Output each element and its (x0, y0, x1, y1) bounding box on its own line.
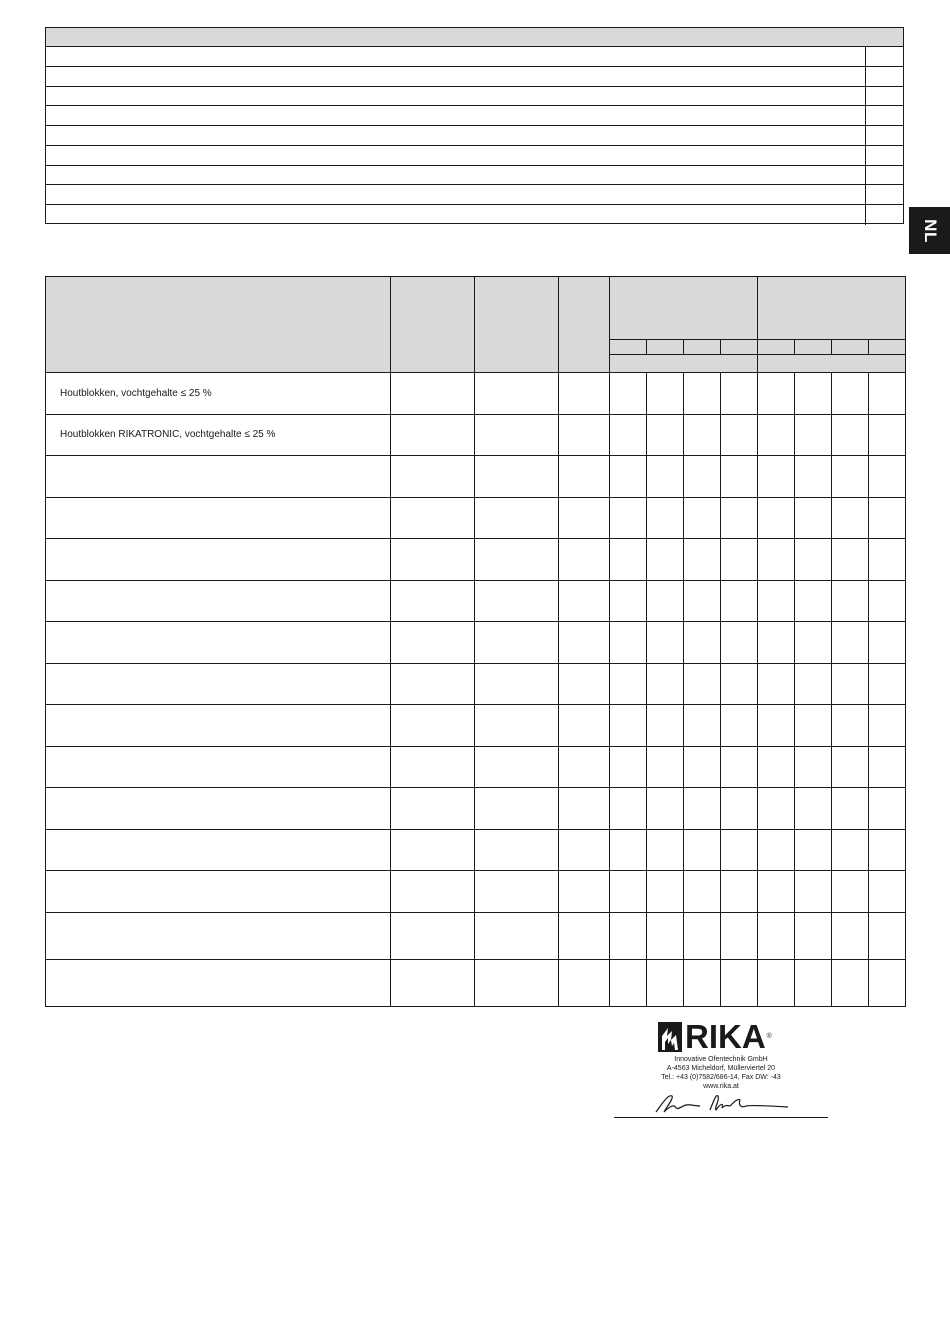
row-label (46, 788, 391, 830)
table-cell (391, 373, 475, 415)
table-cell (475, 663, 559, 705)
table-cell (684, 456, 721, 498)
header-cell (869, 340, 906, 355)
table-cell (684, 497, 721, 539)
table-cell (647, 788, 684, 830)
table-cell (610, 497, 647, 539)
header-cell (758, 355, 906, 373)
table-cell (795, 622, 832, 664)
table-cell (721, 622, 758, 664)
table-cell (391, 497, 475, 539)
table-cell (559, 871, 610, 913)
table-cell (795, 373, 832, 415)
table-cell (866, 146, 903, 165)
table-cell (391, 959, 475, 1006)
table-cell (866, 67, 903, 86)
table-cell (559, 705, 610, 747)
table-cell (475, 622, 559, 664)
table-cell (721, 456, 758, 498)
table-row (46, 871, 906, 913)
table-cell (647, 959, 684, 1006)
table-cell (391, 539, 475, 581)
table-cell (758, 705, 795, 747)
table-cell (46, 166, 866, 185)
table-row (46, 456, 906, 498)
company-stamp (614, 1020, 828, 1120)
company-name: Innovative Ofentechnik GmbH (674, 1056, 768, 1063)
table-cell (758, 456, 795, 498)
brand-name: RIKA® (685, 1018, 772, 1055)
header-cell (795, 340, 832, 355)
header-cell (46, 277, 391, 373)
table-cell (721, 497, 758, 539)
table-cell (647, 580, 684, 622)
table-cell (610, 912, 647, 959)
table-cell (559, 539, 610, 581)
table-cell (795, 539, 832, 581)
table-row (46, 146, 903, 166)
table-cell (866, 205, 903, 225)
table-cell (647, 414, 684, 456)
table-cell (758, 497, 795, 539)
table-row (46, 497, 906, 539)
table-cell (46, 67, 866, 86)
table-cell (795, 705, 832, 747)
table-cell (795, 663, 832, 705)
table-row (46, 373, 906, 415)
header-cell (832, 340, 869, 355)
table-cell (684, 829, 721, 871)
company-street: A-4563 Micheldorf, Müllerviertel 20 (666, 1065, 776, 1072)
table-cell (475, 871, 559, 913)
table-cell (866, 106, 903, 125)
table-cell (610, 622, 647, 664)
table-row (46, 47, 903, 67)
signature-image (652, 1090, 792, 1118)
table-row (46, 185, 903, 205)
table-cell (721, 705, 758, 747)
table-cell (391, 456, 475, 498)
row-label (46, 912, 391, 959)
table-row (46, 87, 903, 107)
table-cell (475, 746, 559, 788)
table-cell (475, 580, 559, 622)
header-group-cell (758, 277, 906, 340)
company-phone: Tel.: +43 (0)7582/686-14, Fax DW: -43 (661, 1074, 781, 1081)
table-cell (758, 663, 795, 705)
table-cell (684, 788, 721, 830)
top-table-header (46, 28, 903, 47)
table-cell (559, 746, 610, 788)
table-cell (832, 622, 869, 664)
table-cell (475, 414, 559, 456)
table-cell (869, 663, 906, 705)
table-cell (832, 705, 869, 747)
table-header-row (46, 277, 906, 340)
table-cell (391, 622, 475, 664)
table-cell (46, 146, 866, 165)
table-cell (684, 373, 721, 415)
table-cell (866, 166, 903, 185)
table-cell (795, 912, 832, 959)
table-cell (647, 829, 684, 871)
table-cell (832, 456, 869, 498)
table-cell (475, 959, 559, 1006)
table-cell (610, 829, 647, 871)
table-cell (721, 539, 758, 581)
table-cell (869, 580, 906, 622)
table-cell (475, 539, 559, 581)
table-cell (721, 373, 758, 415)
table-cell (647, 539, 684, 581)
table-cell (758, 373, 795, 415)
row-label (46, 456, 391, 498)
table-cell (684, 746, 721, 788)
table-cell (795, 788, 832, 830)
table-cell (869, 788, 906, 830)
table-cell (475, 912, 559, 959)
table-cell (832, 829, 869, 871)
table-cell (832, 746, 869, 788)
table-cell (684, 912, 721, 959)
table-cell (647, 871, 684, 913)
row-label (46, 663, 391, 705)
flame-logo-icon (658, 1022, 682, 1052)
table-cell (610, 414, 647, 456)
table-cell (46, 185, 866, 204)
table-row (46, 205, 903, 225)
table-row (46, 106, 903, 126)
table-cell (610, 705, 647, 747)
table-cell (832, 959, 869, 1006)
table-cell (647, 456, 684, 498)
table-cell (391, 912, 475, 959)
table-cell (475, 788, 559, 830)
header-cell (391, 277, 475, 373)
table-cell (869, 497, 906, 539)
table-cell (46, 205, 866, 225)
table-cell (832, 580, 869, 622)
table-cell (391, 746, 475, 788)
table-cell (866, 87, 903, 106)
table-row (46, 788, 906, 830)
table-cell (869, 959, 906, 1006)
table-cell (610, 539, 647, 581)
table-row (46, 663, 906, 705)
table-cell (869, 829, 906, 871)
row-label (46, 497, 391, 539)
table-cell (758, 788, 795, 830)
header-cell (647, 340, 684, 355)
row-label (46, 539, 391, 581)
table-cell (475, 373, 559, 415)
table-cell (610, 788, 647, 830)
table-cell (795, 497, 832, 539)
header-cell (610, 355, 758, 373)
company-address (614, 1055, 828, 1091)
table-cell (866, 47, 903, 66)
table-row (46, 166, 903, 186)
table-cell (610, 580, 647, 622)
table-cell (647, 912, 684, 959)
table-cell (475, 497, 559, 539)
table-row (46, 67, 903, 87)
header-cell (475, 277, 559, 373)
table-cell (758, 912, 795, 959)
table-cell (866, 126, 903, 145)
table-cell (832, 871, 869, 913)
table-cell (647, 622, 684, 664)
table-cell (795, 746, 832, 788)
table-row (46, 539, 906, 581)
table-cell (869, 414, 906, 456)
row-label (46, 580, 391, 622)
table-cell (647, 373, 684, 415)
table-cell (869, 622, 906, 664)
table-cell (46, 106, 866, 125)
table-cell (721, 871, 758, 913)
table-cell (391, 705, 475, 747)
table-cell (684, 871, 721, 913)
table-cell (795, 456, 832, 498)
header-group-cell (610, 277, 758, 340)
table-cell (758, 580, 795, 622)
table-row (46, 959, 906, 1006)
signature-line (614, 1117, 828, 1118)
company-web: www.rika.at (703, 1083, 739, 1090)
table-cell (795, 829, 832, 871)
row-label (46, 959, 391, 1006)
table-cell (684, 959, 721, 1006)
table-cell (559, 622, 610, 664)
fuel-table (45, 276, 906, 1007)
table-cell (610, 746, 647, 788)
table-cell (559, 373, 610, 415)
table-cell (832, 788, 869, 830)
table-cell (391, 663, 475, 705)
table-cell (758, 871, 795, 913)
table-cell (721, 746, 758, 788)
table-cell (559, 414, 610, 456)
row-label (46, 705, 391, 747)
table-cell (391, 414, 475, 456)
table-cell (559, 497, 610, 539)
table-cell (610, 959, 647, 1006)
table-cell (795, 414, 832, 456)
table-row (46, 746, 906, 788)
table-cell (832, 373, 869, 415)
table-cell (758, 829, 795, 871)
table-cell (795, 580, 832, 622)
table-cell (610, 456, 647, 498)
table-cell (391, 788, 475, 830)
table-cell (758, 622, 795, 664)
table-cell (475, 705, 559, 747)
table-cell (869, 871, 906, 913)
table-cell (559, 456, 610, 498)
table-cell (610, 373, 647, 415)
table-cell (721, 829, 758, 871)
table-cell (647, 746, 684, 788)
table-cell (721, 912, 758, 959)
table-cell (559, 663, 610, 705)
table-cell (684, 539, 721, 581)
row-label: Houtblokken RIKATRONIC, vochtgehalte ≤ 25 % (46, 414, 391, 456)
table-row (46, 622, 906, 664)
table-cell (869, 373, 906, 415)
table-cell (758, 959, 795, 1006)
table-cell (869, 746, 906, 788)
table-cell (721, 414, 758, 456)
table-cell (869, 456, 906, 498)
table-cell (647, 663, 684, 705)
table-cell (46, 47, 866, 66)
table-cell (559, 959, 610, 1006)
table-cell (684, 414, 721, 456)
table-cell (647, 705, 684, 747)
table-row (46, 580, 906, 622)
header-cell (610, 340, 647, 355)
table-cell (832, 414, 869, 456)
table-cell (46, 87, 866, 106)
row-label: Houtblokken, vochtgehalte ≤ 25 % (46, 373, 391, 415)
table-cell (869, 912, 906, 959)
table-cell (559, 580, 610, 622)
table-cell (559, 829, 610, 871)
table-cell (758, 414, 795, 456)
table-cell (391, 871, 475, 913)
table-row (46, 705, 906, 747)
table-cell (721, 788, 758, 830)
table-cell (46, 126, 866, 145)
table-cell (684, 705, 721, 747)
table-cell (610, 663, 647, 705)
row-label (46, 746, 391, 788)
table-cell (475, 829, 559, 871)
table-row (46, 126, 903, 146)
table-cell (758, 539, 795, 581)
row-label (46, 871, 391, 913)
table-row (46, 414, 906, 456)
table-row (46, 912, 906, 959)
table-cell (559, 912, 610, 959)
table-cell (832, 912, 869, 959)
header-cell (721, 340, 758, 355)
table-cell (869, 705, 906, 747)
table-cell (795, 871, 832, 913)
language-tab-label: NL (920, 218, 940, 243)
row-label (46, 622, 391, 664)
table-cell (610, 871, 647, 913)
header-cell (758, 340, 795, 355)
table-row (46, 829, 906, 871)
table-cell (391, 829, 475, 871)
table-cell (391, 580, 475, 622)
language-tab (909, 207, 950, 254)
table-cell (869, 539, 906, 581)
table-cell (647, 497, 684, 539)
table-cell (832, 539, 869, 581)
table-cell (684, 622, 721, 664)
rika-logo (658, 1020, 772, 1054)
table-cell (758, 746, 795, 788)
row-label (46, 829, 391, 871)
table-cell (866, 185, 903, 204)
table-cell (795, 959, 832, 1006)
table-cell (684, 580, 721, 622)
table-cell (559, 788, 610, 830)
table-cell (721, 959, 758, 1006)
table-cell (721, 580, 758, 622)
table-cell (684, 663, 721, 705)
table-cell (832, 497, 869, 539)
header-cell (559, 277, 610, 373)
table-cell (475, 456, 559, 498)
table-cell (721, 663, 758, 705)
top-table (45, 27, 904, 224)
header-cell (684, 340, 721, 355)
table-cell (832, 663, 869, 705)
